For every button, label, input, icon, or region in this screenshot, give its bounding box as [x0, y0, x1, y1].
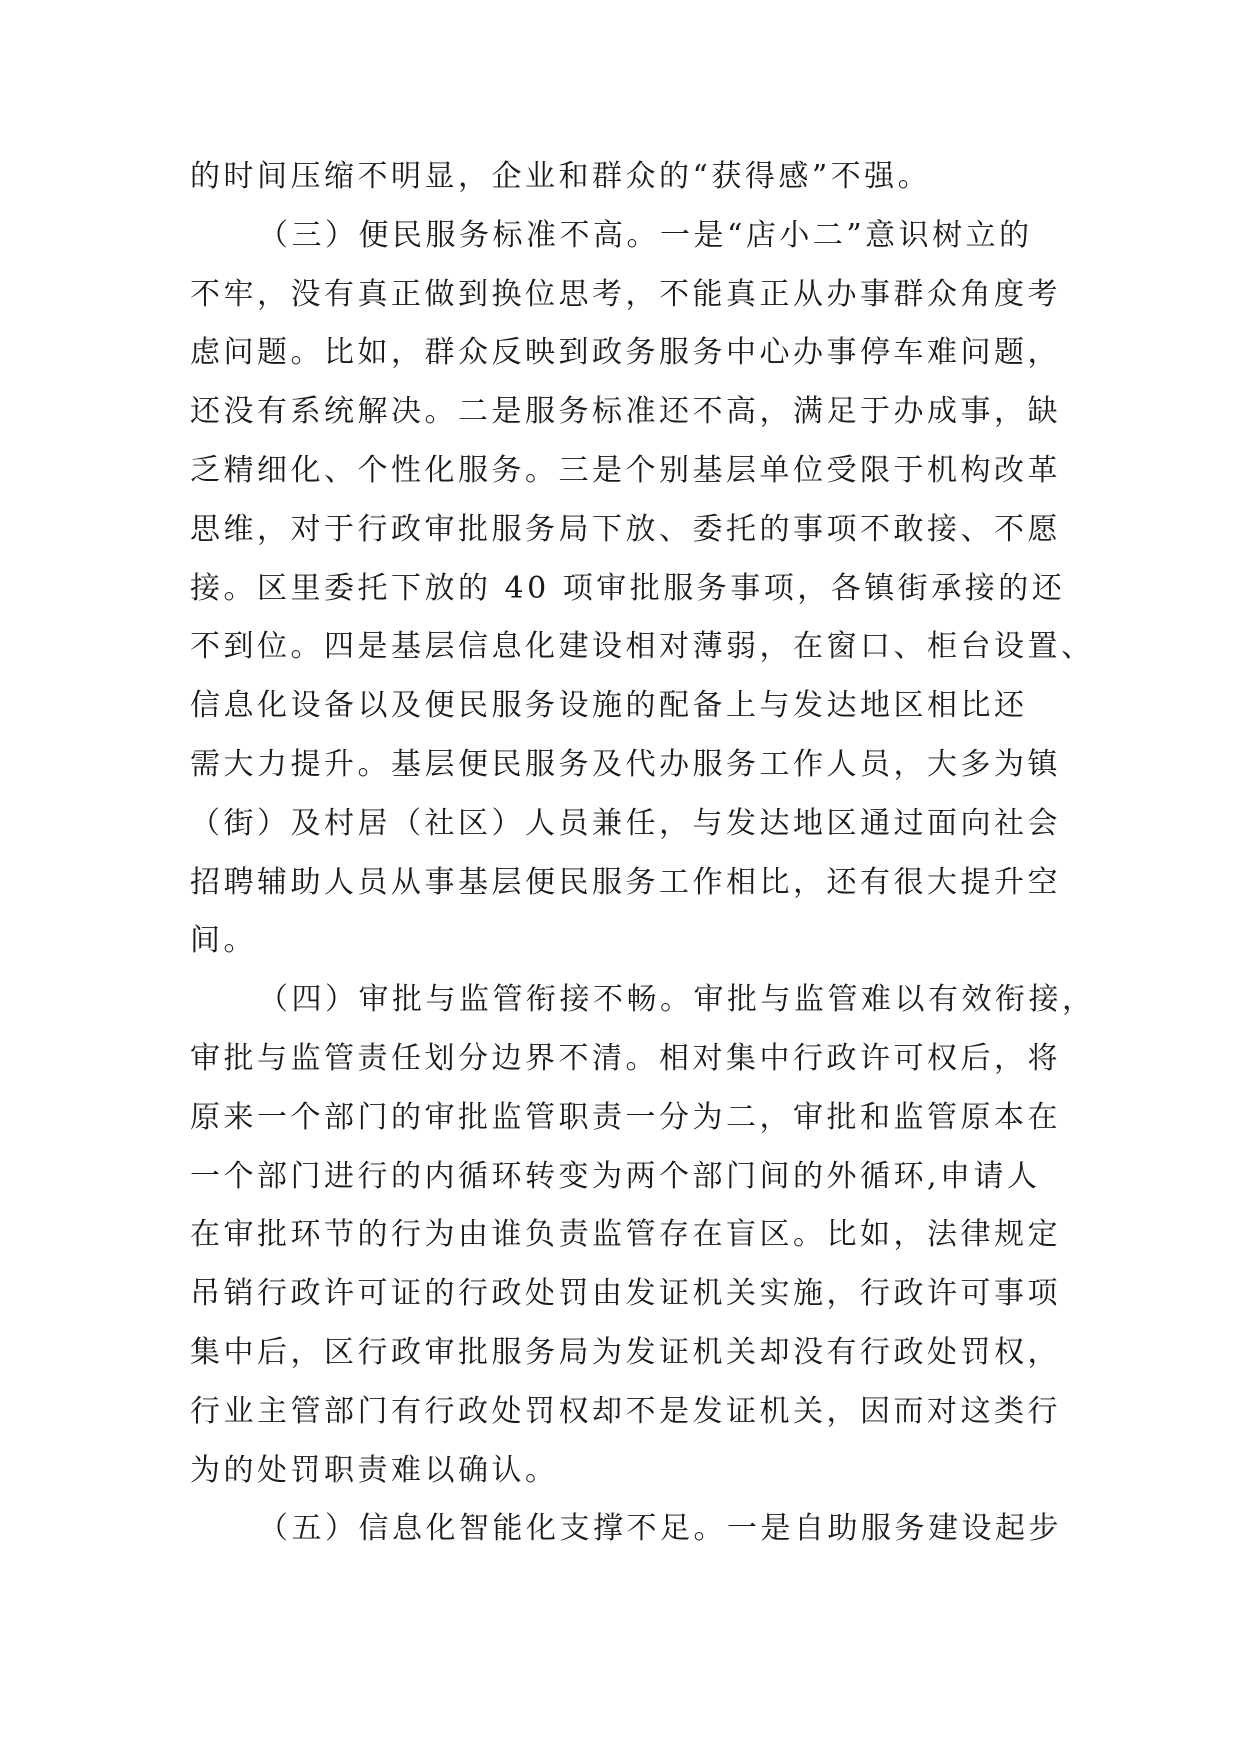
- text-line: 需大力提升。基层便民服务及代办服务工作人员，大多为镇: [190, 746, 1061, 782]
- text-line: 信息化设备以及便民服务设施的配备上与发达地区相比还: [190, 688, 1028, 724]
- text-line: （三）便民服务标准不高。一是“店小二”意识树立的: [258, 217, 1033, 253]
- text-line: 乏精细化、个性化服务。三是个别基层单位受限于机构改革: [190, 452, 1061, 488]
- text-line: （五）信息化智能化支撑不足。一是自助服务建设起步: [258, 1511, 1062, 1547]
- text-line: 集中后，区行政审批服务局为发证机关却没有行政处罚权，: [190, 1334, 1061, 1370]
- text-line: 吊销行政许可证的行政处罚由发证机关实施，行政许可事项: [190, 1276, 1061, 1312]
- text-line: 行业主管部门有行政处罚权却不是发证机关，因而对这类行: [190, 1393, 1061, 1429]
- text-line: 为的处罚职责难以确认。: [190, 1452, 559, 1488]
- text-line: 还没有系统解决。二是服务标准还不高，满足于办成事，缺: [190, 394, 1061, 430]
- text-line: 审批与监管责任划分边界不清。相对集中行政许可权后，将: [190, 1040, 1061, 1076]
- text-line: 原来一个部门的审批监管职责一分为二，审批和监管原本在: [190, 1099, 1061, 1135]
- text-line: （四）审批与监管衔接不畅。审批与监管难以有效衔接，: [258, 982, 1096, 1018]
- document-body: [190, 148, 1096, 1559]
- text-line: 间。: [190, 923, 257, 959]
- text-line: 虑问题。比如，群众反映到政务服务中心办事停车难问题，: [190, 335, 1061, 371]
- text-line: 招聘辅助人员从事基层便民服务工作相比，还有很大提升空: [190, 864, 1061, 900]
- text-line: 的时间压缩不明显，企业和群众的“获得感”不强。: [190, 159, 932, 194]
- text-line: 不牢，没有真正做到换位思考，不能真正从办事群众角度考: [190, 276, 1061, 312]
- text-line: 不到位。四是基层信息化建设相对薄弱，在窗口、柜台设置、: [190, 629, 1095, 665]
- text-line: 接。区里委托下放的 40 项审批服务事项，各镇街承接的还: [190, 570, 1066, 606]
- text-line: 在审批环节的行为由谁负责监管存在盲区。比如，法律规定: [190, 1217, 1061, 1253]
- text-line: （街）及村居（社区）人员兼任，与发达地区通过面向社会: [190, 805, 1061, 841]
- text-line: 一个部门进行的内循环转变为两个部门间的外循环,申请人: [190, 1158, 1041, 1194]
- text-line: 思维，对于行政审批服务局下放、委托的事项不敢接、不愿: [190, 511, 1061, 547]
